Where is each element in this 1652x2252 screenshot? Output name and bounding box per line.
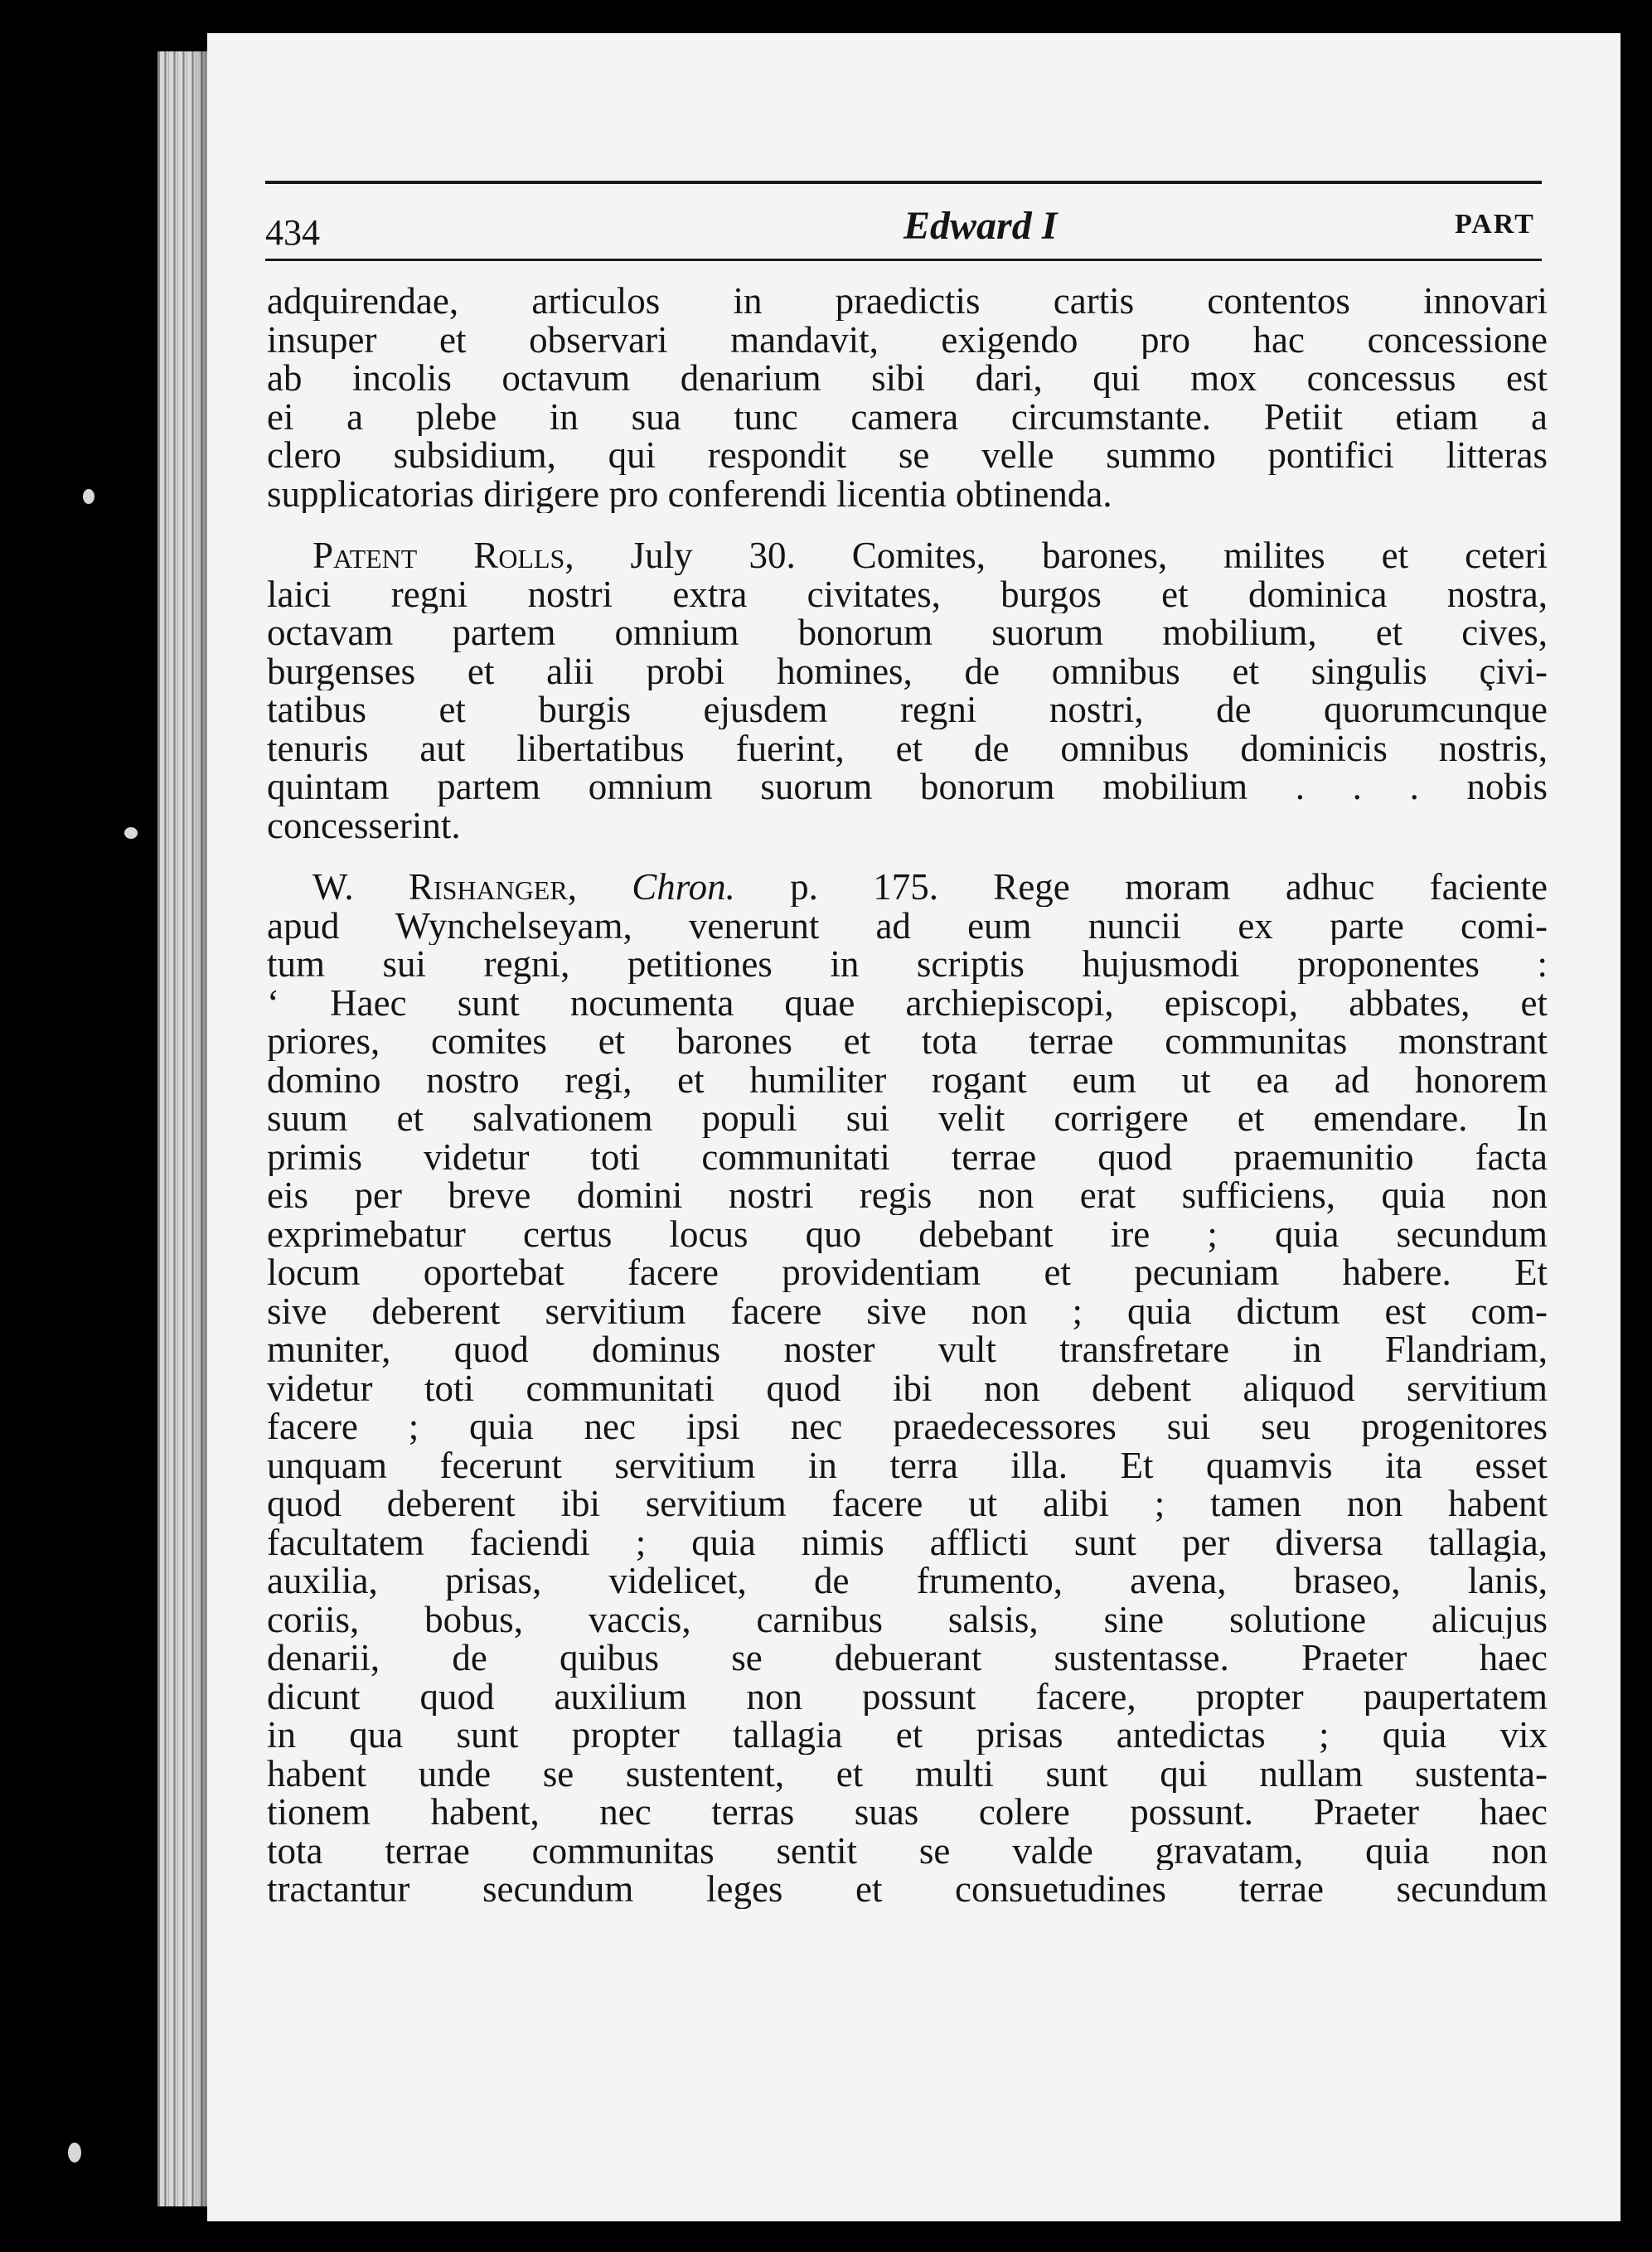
text-line: exprimebatur certus locus quo debebant ire ; quia secundum [267,1214,1548,1253]
source-citation: W. Rishanger, [312,868,577,907]
text-line: eis per breve domini nostri regis non erat sufficiens, quia non [267,1176,1548,1215]
text-line: adquirendae, articulos in praedictis cartis contentos innovari [267,282,1548,321]
text-line: clero subsidium, qui respondit se velle summo pontifici litteras [267,436,1548,475]
header-underline-rule [265,259,1542,261]
text-run: p. 175. Rege moram adhuc faciente [734,868,1548,907]
citation-work: Chron. [576,868,735,907]
text-line: tum sui regni, petitiones in scriptis hujusmodi proponentes : [267,945,1548,984]
text-line: facultatem faciendi ; quia nimis afflicti sunt per diversa tallagia, [267,1523,1548,1562]
text-line: priores, comites et barones et tota terrae communitas monstrant [267,1022,1548,1061]
text-line: burgenses et alii probi homines, de omnibus et singulis çivi- [267,651,1548,690]
body-text [267,282,1548,1909]
text-line [267,868,1548,907]
text-line: facere ; quia nec ipsi nec praedecessores sui seu progenitores [267,1407,1548,1446]
text-line: dicunt quod auxilium non possunt facere, propter paupertatem [267,1677,1548,1716]
paragraph-gap [267,845,1548,868]
text-line: tenuris aut libertatibus fuerint, et de omnibus dominicis nostris, [267,729,1548,768]
text-line: in qua sunt propter tallagia et prisas antedictas ; quia vix [267,1716,1548,1755]
text-line: octavam partem omnium bonorum suorum mobilium, et cives, [267,613,1548,652]
margin-mark [124,827,138,839]
text-line: tatibus et burgis ejusdem regni nostri, de quorumcunque [267,690,1548,729]
page-number: 434 [265,212,320,253]
source-citation: Patent Rolls, [312,536,574,575]
text-line: supplicatorias dirigere pro conferendi licentia obtinenda. [267,474,1112,513]
text-line: tionem habent, nec terras suas colere possunt. Praeter haec [267,1793,1548,1832]
text-line: quintam partem omnium suorum bonorum mobilium . . . nobis [267,768,1548,806]
text-line: coriis, bobus, vaccis, carnibus salsis, sine solutione alicujus [267,1600,1548,1639]
text-line: unquam fecerunt servitium in terra illa. Et quamvis ita esset [267,1446,1548,1484]
text-line: videtur toti communitati quod ibi non debent aliquod servitium [267,1368,1548,1407]
text-line: denarii, de quibus se debuerant sustentasse. Praeter haec [267,1639,1548,1678]
text-line: primis videtur toti communitati terrae quod praemunitio facta [267,1137,1548,1176]
text-line: auxilia, prisas, videlicet, de frumento, avena, braseo, lanis, [267,1562,1548,1601]
text-line: concesserint. [267,806,461,845]
text-line: domino nostro regi, et humiliter rogant eum ut ea ad honorem [267,1060,1548,1099]
text-line: tractantur secundum leges et consuetudines terrae secundum [267,1870,1548,1909]
text-line: suum et salvationem populi sui velit corrigere et emendare. In [267,1099,1548,1138]
citation-date: July 30. [574,536,796,575]
header-rule [265,181,1542,184]
text-line: quod deberent ibi servitium facere ut alibi ; tamen non habent [267,1484,1548,1523]
text-line: laici regni nostri extra civitates, burgos et dominica nostra, [267,574,1548,613]
text-line: habent unde se sustentent, et multi sunt qui nullam sustenta- [267,1754,1548,1793]
text-line: ei a plebe in sua tunc camera circumstante. Petiit etiam a [267,397,1548,436]
text-line: muniter, quod dominus noster vult transfretare in Flandriam, [267,1330,1548,1369]
text-line: locum oportebat facere providentiam et pecuniam habere. Et [267,1253,1548,1292]
text-line: sive deberent servitium facere sive non ; quia dictum est com- [267,1291,1548,1330]
text-line: insuper et observari mandavit, exigendo pro hac concessione [267,320,1548,359]
text-line [267,536,1548,575]
text-line: tota terrae communitas sentit se valde gravatam, quia non [267,1831,1548,1870]
text-line: apud Wynchelseyam, venerunt ad eum nuncii ex parte comi- [267,906,1548,945]
running-title: Edward I [904,204,1058,248]
margin-mark [83,489,94,504]
text-line: ab incolis octavum denarium sibi dari, qui mox concessus est [267,359,1548,398]
paragraph-gap [267,513,1548,536]
text-line: ‘ Haec sunt nocumenta quae archiepiscopi, episcopi, abbates, et [267,983,1548,1022]
text-run: Comites, barones, milites et ceteri [795,536,1548,575]
margin-mark [68,2143,81,2162]
section-label: PART [1455,209,1535,240]
